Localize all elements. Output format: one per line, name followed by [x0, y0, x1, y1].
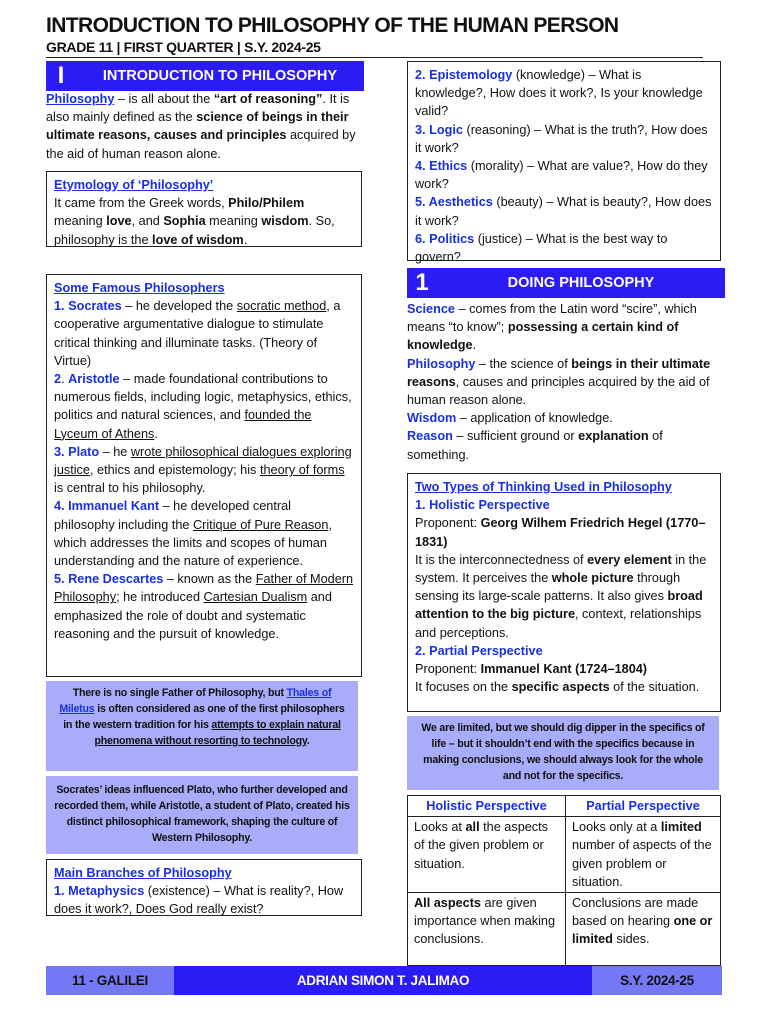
etymology-bold: Philo/Philem	[228, 196, 305, 211]
definition-bold: beings in their ultimate reasons	[407, 356, 711, 389]
note-text: .	[306, 735, 310, 747]
cell-text: sides.	[612, 932, 650, 947]
page-title: INTRODUCTION TO PHILOSOPHY OF THE HUMAN PERSON	[46, 14, 619, 37]
philosopher-underline: Father of Modern Philosophy	[54, 572, 354, 605]
note-socrates-influence: Socrates’ ideas influenced Plato, who further developed and recorded them, while Aristotle, a student of Plato, created his distinct philosophical framework, shaping the culture of Western Philosophy.	[46, 776, 358, 854]
proponent-name: Immanuel Kant (1724–1804)	[480, 662, 648, 677]
thinking-bold: broad attention to the big picture	[415, 589, 703, 622]
proponent-label: Proponent:	[415, 516, 481, 531]
philosopher-underline: socratic method	[236, 299, 327, 314]
philosopher-text: is central to his philosophy.	[54, 481, 206, 496]
philosopher-underline: Cartesian Dualism	[203, 590, 308, 605]
thales-link[interactable]: Thales of Miletus	[59, 687, 332, 715]
holistic-title: 1. Holistic Perspective	[415, 498, 550, 513]
proponent-name: Georg Wilhem Friedrich Hegel (1770–1831)	[415, 516, 706, 549]
branch-item	[415, 121, 713, 157]
philosopher-text: – he developed the	[121, 299, 237, 314]
etymology-span: It came from the Greek words,	[54, 196, 229, 211]
table-row	[408, 817, 721, 893]
intro-paragraph	[46, 90, 364, 163]
intro-text: – is all about the	[114, 92, 214, 106]
branch-desc: (reasoning) – What is the truth?, How does it work?	[415, 122, 708, 155]
section-intro-number: I	[57, 62, 65, 89]
partial-proponent	[415, 660, 713, 678]
branch-name: 2. Epistemology	[415, 68, 513, 82]
definition-text: – the science of	[475, 356, 572, 371]
branch-desc: (beauty) – What is beauty?, How does it work?	[415, 195, 712, 228]
etymology-span: . So, philosophy is the	[54, 214, 335, 247]
perspective-comparison-table	[407, 795, 721, 966]
branch-name: 1. Metaphysics	[54, 884, 145, 899]
intro-bold: science of beings in their ultimate reasons, causes and principles	[46, 110, 349, 143]
thinking-heading: Two Types of Thinking Used in Philosophy	[415, 480, 672, 494]
philosopher-socrates	[54, 297, 354, 370]
etymology-span: meaning	[205, 214, 262, 229]
footer-bar	[46, 966, 722, 995]
definition-wisdom	[407, 409, 725, 427]
philosopher-kant	[54, 497, 354, 570]
definition-philosophy	[407, 355, 725, 410]
branch-item	[54, 882, 354, 918]
table-cell	[408, 817, 566, 893]
branch-name: 6. Politics	[415, 231, 475, 246]
branch-name: 5. Aesthetics	[415, 195, 493, 210]
cell-text: are given importance when making conclusions.	[414, 896, 556, 947]
definition-term: Wisdom	[407, 411, 457, 426]
definition-text: – application of knowledge.	[456, 411, 613, 426]
definition-term: Science	[407, 302, 455, 316]
branch-item	[415, 66, 713, 121]
definition-text: – comes from the Latin word “scire”, which means “to know”;	[407, 302, 697, 335]
definition-science	[407, 300, 725, 355]
etymology-span: , and	[131, 214, 164, 229]
table-cell	[566, 893, 721, 966]
philosopher-name: Aristotle	[68, 372, 120, 387]
philosopher-text: .	[61, 372, 69, 387]
definitions	[407, 300, 725, 464]
table-row	[408, 893, 721, 966]
philosopher-text: – he developed central philosophy including the	[54, 499, 291, 532]
definition-term: Philosophy	[407, 356, 476, 371]
philosopher-name: 3. Plato	[54, 444, 100, 459]
table-cell	[566, 817, 721, 893]
philosopher-text: ; he introduced	[116, 590, 204, 605]
branches-heading: Main Branches of Philosophy	[54, 866, 232, 880]
partial-title: 2. Partial Perspective	[415, 643, 543, 658]
branches-box-continued	[407, 61, 721, 265]
philosopher-text: and emphasized the role of doubt and systematic reasoning and the pursuit of knowledge.	[54, 590, 332, 641]
cell-bold: limited	[660, 820, 702, 835]
thinking-types-box	[407, 473, 721, 712]
section-doing-number: 1	[415, 269, 429, 296]
philosopher-plato	[54, 443, 354, 498]
philosopher-aristotle	[54, 370, 354, 443]
section-doing-label: DOING PHILOSOPHY	[507, 275, 655, 291]
cell-bold: one or limited	[572, 914, 713, 947]
definition-reason	[407, 427, 725, 463]
etymology-text	[54, 194, 354, 249]
footer-section: 11 - GALILEI	[46, 966, 174, 995]
etymology-heading: Etymology of ‘Philosophy’	[54, 178, 214, 192]
footer-author: ADRIAN SIMON T. JALIMAO	[174, 966, 592, 995]
cell-text: Looks only at a	[572, 820, 661, 835]
philosopher-underline: founded the Lyceum of Athens	[54, 408, 312, 441]
etymology-bold: love	[106, 214, 132, 229]
philosopher-text: – known as the	[163, 572, 256, 587]
page-subtitle: GRADE 11 | FIRST QUARTER | S.Y. 2024-25	[46, 39, 321, 55]
philosopher-text: – made foundational contributions to numerous fields, including logic, metaphysics, ethics, politics and natural sciences, and	[54, 372, 352, 423]
philosopher-number: 2	[54, 372, 62, 387]
cell-text: Conclusions are made based on hearing	[572, 896, 699, 929]
branch-desc: (morality) – What are value?, How do they work?	[415, 159, 708, 192]
cell-text: Looks at	[414, 820, 466, 835]
thinking-text: It focuses on the	[415, 680, 512, 695]
philosopher-name: 4. Immanuel Kant	[54, 499, 160, 514]
philosopher-name: 1. Socrates	[54, 299, 122, 314]
note-text: There is no single Father of Philosophy, but	[72, 687, 287, 699]
philosopher-text: .	[154, 426, 158, 441]
holistic-proponent	[415, 514, 713, 550]
definition-text: of something.	[407, 429, 663, 462]
philosopher-text: – he	[99, 444, 131, 459]
cell-text: number of aspects of the given problem or situation.	[572, 838, 712, 889]
thinking-bold: every element	[587, 552, 672, 567]
holistic-description	[415, 551, 713, 642]
philosophers-heading: Some Famous Philosophers	[54, 281, 225, 295]
branch-item	[415, 157, 713, 193]
philosopher-descartes	[54, 570, 354, 643]
note-father-of-philosophy	[46, 681, 358, 771]
philosopher-text: , a cooperative argumentative dialogue to stimulate critical thinking and illuminate tasks. (Theory of Virtue)	[54, 299, 341, 368]
cell-text: the aspects of the given problem or situation.	[414, 820, 549, 871]
branch-name: 4. Ethics	[415, 159, 468, 174]
thinking-bold: whole picture	[551, 571, 634, 586]
note-underline: attempts to explain natural phenomena without resorting to technology	[94, 719, 341, 747]
thinking-text: It is the interconnectedness of	[415, 552, 588, 567]
etymology-span: meaning	[54, 214, 107, 229]
etymology-bold: love of wisdom	[152, 232, 244, 247]
intro-bold: “art of reasoning”	[213, 92, 323, 106]
etymology-bold: Sophia	[163, 214, 206, 229]
philosophers-box	[46, 274, 362, 677]
table-header-row	[408, 796, 721, 817]
etymology-span: .	[243, 232, 248, 247]
philosopher-underline: Critique of Pure Reason	[192, 517, 329, 532]
branch-desc: (existence) – What is reality?, How does it work?, Does God really exist?	[54, 884, 344, 917]
table-header: Holistic Perspective	[408, 796, 566, 817]
intro-text: acquired by the aid of human reason alone.	[46, 128, 356, 161]
thinking-text: , context, relationships and perceptions.	[415, 607, 702, 640]
branch-desc: (knowledge) – What is knowledge?, How does it work?, Is your knowledge valid?	[415, 68, 703, 119]
header-divider	[46, 57, 703, 58]
branch-item	[415, 193, 713, 229]
definition-bold: possessing a certain kind of knowledge	[407, 320, 679, 353]
etymology-bold: wisdom	[261, 214, 309, 229]
section-doing-bar	[407, 268, 725, 298]
definition-text: – sufficient ground or	[452, 429, 579, 444]
cell-bold: all	[465, 820, 480, 835]
branch-item	[415, 230, 713, 266]
philosopher-text: , which addresses the limits and scopes of human understanding and the nature of experience.	[54, 517, 332, 569]
note-text: is often considered as one of the first philosophers in the western tradition for his	[63, 703, 345, 731]
footer-year: S.Y. 2024-25	[592, 966, 722, 995]
definition-bold: explanation	[578, 429, 649, 444]
branch-desc: (justice) – What is the best way to govern?	[415, 231, 668, 265]
philosopher-underline: theory of forms	[259, 463, 345, 478]
section-intro-label: INTRODUCTION TO PHILOSOPHY	[102, 68, 338, 84]
thinking-text: of the situation.	[609, 680, 700, 695]
section-intro-bar	[46, 61, 364, 91]
philosophy-term: Philosophy	[46, 92, 115, 106]
definition-text: .	[472, 338, 477, 353]
definition-term: Reason	[407, 429, 453, 444]
cell-bold: All aspects	[414, 896, 481, 911]
philosopher-underline: wrote philosophical dialogues exploring justice	[54, 444, 352, 478]
thinking-text: in the system. It perceives the	[415, 552, 707, 586]
partial-description	[415, 678, 713, 696]
table-header: Partial Perspective	[566, 796, 721, 817]
proponent-label: Proponent:	[415, 662, 481, 677]
thinking-bold: specific aspects	[511, 680, 610, 695]
thinking-text: through sensing its large-scale patterns. It also gives	[415, 571, 681, 604]
philosopher-name: 5. Rene Descartes	[54, 572, 164, 587]
branches-box	[46, 859, 362, 916]
intro-text: . It is also mainly defined as the	[46, 92, 350, 125]
etymology-box	[46, 171, 362, 247]
philosopher-text: , ethics and epistemology; his	[89, 463, 260, 478]
table-cell	[408, 893, 566, 966]
note-limited-specifics: We are limited, but we should dig dipper in the specifics of life – but it shouldn’t end with the specifics because in making conclusions, we should always look for the whole and not for the specifics.	[407, 716, 719, 790]
branch-name: 3. Logic	[415, 122, 463, 137]
definition-text: , causes and principles acquired by the aid of human reason alone.	[407, 374, 710, 408]
